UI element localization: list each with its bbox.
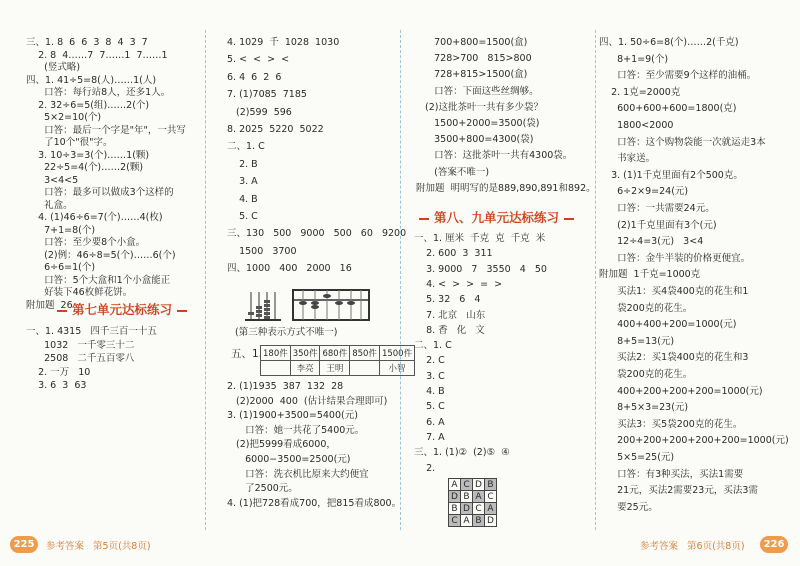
grid-cell: D <box>473 479 485 491</box>
answer-line: 2. 600 3 311 <box>414 248 493 260</box>
answer-line: 口答：她一共花了5400元。 <box>227 424 365 436</box>
abacus-icon <box>293 290 369 320</box>
answer-line: 3. C <box>414 370 445 382</box>
answer-line: 袋200克的花生。 <box>599 302 693 314</box>
answer-line: 8+5×3=23(元) <box>599 402 689 414</box>
answer-line: 一、1. 4315 四千三百一十五 <box>26 326 157 337</box>
answer-line: 三、1. (1)② (2)⑤ ④ <box>414 447 510 459</box>
grid-cell: B <box>473 515 485 527</box>
table-cell: 王明 <box>320 361 350 376</box>
answer-line: 了10个"很"字。 <box>26 137 113 148</box>
answer-line: (2)例：46÷8=5(个)……6(个) <box>26 249 176 261</box>
table-cell: 850件 <box>350 346 380 361</box>
answer-line: 1500 3700 <box>227 245 297 257</box>
answer-line: 6000−3500=2500(元) <box>227 454 351 465</box>
abacus-note: (第三种表示方式不唯一) <box>235 327 338 338</box>
table-cell <box>350 361 380 376</box>
answer-line: 4. (1)把728看成700，把815看成800。 <box>227 497 402 509</box>
answer-line: 5×5=25(元) <box>599 452 675 463</box>
answer-line: 口答：下面这些丝绸够。 <box>416 85 539 97</box>
answer-table <box>260 345 415 376</box>
answer-line: 6. 4 6 2 6 <box>227 71 282 83</box>
answer-line: 口答：每行站8人，还多1人。 <box>26 87 171 98</box>
answer-line: 买法2：买1袋400克的花生和3 <box>599 352 749 364</box>
answer-line: 8. 香 化 文 <box>414 324 485 336</box>
answer-line: 礼盒。 <box>26 199 73 211</box>
answer-line: 口答：这批茶叶一共有4300袋。 <box>416 150 573 162</box>
answer-line: 12÷4=3(元) 3<4 <box>599 236 704 248</box>
answer-line: 三、130 500 9000 500 60 9200 <box>227 228 407 240</box>
page-number-left: 225 <box>10 536 38 553</box>
answer-line: 口答：至少要8个小盒。 <box>26 237 146 248</box>
answer-line: 四、1000 400 2000 16 <box>227 263 352 275</box>
answer-line: 600+600+600=1800(克) <box>599 103 737 115</box>
answer-line: 附加题 明明写的是889,890,891和892。 <box>416 182 596 194</box>
answer-line: 2. 1克=2000克 <box>599 86 681 98</box>
table-question-label: 五、1. <box>231 348 263 360</box>
answer-line: 3. (1)1千克里面有2个500克。 <box>599 169 743 181</box>
grid-cell: B <box>461 491 473 503</box>
footer-label-left: 参考答案 第5页(共8页) <box>46 541 151 552</box>
grid-cell: A <box>485 503 497 515</box>
grid-cell: C <box>485 491 497 503</box>
section-title-unit8-9: 第八、九单元达标练习 <box>414 208 579 226</box>
answer-line: 2. C <box>414 355 445 367</box>
page-number-right: 226 <box>760 536 788 553</box>
answer-line: 21元，买法2需要23元，买法3需 <box>599 485 758 497</box>
answer-line: 3. (1)1900+3500=5400(元) <box>227 410 358 422</box>
answer-line: 3. A <box>227 176 258 188</box>
table-cell: 李亮 <box>290 361 320 376</box>
answer-line: 3. 6 3 63 <box>26 380 87 391</box>
answer-line: 一、1. 厘米 千克 克 千克 米 <box>414 233 546 244</box>
answer-line: 400+200+200+200=1000(元) <box>599 385 763 397</box>
answer-line: 口答：5个大盒和1个小盒能正 <box>26 274 171 286</box>
counting-rod-icon <box>245 292 281 320</box>
grid-cell: B <box>485 479 497 491</box>
answer-line: 4. < > > = > <box>414 278 503 290</box>
answer-line: 6÷2×9=24(元) <box>599 186 689 198</box>
answer-line: (2)599 596 <box>227 106 292 118</box>
answer-line: 2. 一万 10 <box>26 366 91 378</box>
answer-line: 6. A <box>414 416 445 428</box>
answer-line: 口答：这个购物袋能一次就运走3本 <box>599 136 766 148</box>
grid-cell: A <box>461 515 473 527</box>
answer-line: 7+1=8(个) <box>26 224 96 236</box>
section-title-unit7: 第七单元达标练习 <box>52 300 192 318</box>
answer-line: 1500+2000=3500(袋) <box>416 118 540 129</box>
table-cell: 180件 <box>261 346 291 361</box>
answer-line: (答案不唯一) <box>416 166 490 178</box>
answer-line: 728>700 815>800 <box>416 53 532 65</box>
answer-line: 4. 1029 千 1028 1030 <box>227 37 340 48</box>
abacus-illustration <box>243 286 373 322</box>
answer-line: 二、1. C <box>227 141 265 153</box>
answer-line: 400+400+200=1000(元) <box>599 319 737 331</box>
answer-line: 四、1. 50÷6=8(个)……2(千克) <box>599 37 739 48</box>
table-cell <box>261 361 291 376</box>
answer-line: 1032 一千零三十二 <box>26 339 135 351</box>
answer-line: 了2500元。 <box>227 483 298 495</box>
answer-line: 附加题 26 <box>26 299 73 311</box>
answer-line: 要25元。 <box>599 501 658 513</box>
answer-line: 5. < < > < <box>227 54 290 66</box>
answer-line: 口答：洗衣机比原来大约便宜 <box>227 468 369 480</box>
answer-line: (2)把5999看成6000， <box>227 439 336 451</box>
answer-line: 口答：一共需要24元。 <box>599 203 715 214</box>
grid-cell: C <box>473 503 485 515</box>
answer-line: 4. (1)46÷6=7(个)……4(枚) <box>26 212 163 223</box>
answer-line: 6÷6=1(个) <box>26 262 96 273</box>
answer-line: 口答：最多可以做成3个这样的 <box>26 187 174 198</box>
answer-line: 4. B <box>414 386 445 397</box>
answer-line: (竖式略) <box>26 62 81 73</box>
answer-line: 1800<2000 <box>599 120 674 131</box>
answer-line: 4. B <box>227 193 258 205</box>
answer-line: 700+800=1500(盒) <box>416 37 528 48</box>
column-4 <box>595 0 800 566</box>
column-2 <box>205 0 413 566</box>
answer-line: 2. 32÷6=5(组)……2(个) <box>26 99 150 111</box>
answer-line: 口答：至少需要9个这样的油桶。 <box>599 70 757 82</box>
letter-grid <box>448 478 497 527</box>
answer-line: 2. <box>414 462 436 474</box>
answer-line: 书家送。 <box>599 153 656 165</box>
column-3 <box>400 0 595 566</box>
footer-label-right: 参考答案 第6页(共8页) <box>640 541 745 552</box>
answer-line: 3<4<5 <box>26 174 79 186</box>
grid-cell: D <box>449 491 461 503</box>
table-cell: 1500件 <box>379 346 414 361</box>
answer-line: 7. (1)7085 7185 <box>227 89 307 101</box>
answer-line: 22÷5=4(个)……2(颗) <box>26 162 144 173</box>
column-1 <box>0 0 205 566</box>
answer-line: 三、1. 8 6 6 3 8 4 3 7 <box>26 37 148 48</box>
answer-line: 附加题 1千克=1000克 <box>599 269 701 281</box>
table-cell: 350件 <box>290 346 320 361</box>
grid-cell: C <box>449 515 461 527</box>
table-row <box>261 361 415 376</box>
answer-line: 买法3：买5袋200克的花生。 <box>599 418 743 430</box>
answer-line: (2)这批茶叶一共有多少袋？ <box>416 101 544 113</box>
answer-line: 5. 32 6 4 <box>414 294 481 306</box>
answer-line: 口答：最后一个字是"年"，一共写 <box>26 124 186 136</box>
answer-line: (2)2000 400 (估计结果合理即可) <box>227 395 388 407</box>
grid-cell: D <box>485 515 497 527</box>
grid-cell: A <box>449 479 461 491</box>
grid-cell: B <box>449 503 461 515</box>
table-row <box>261 346 415 361</box>
answer-line: 2508 二千五百零八 <box>26 353 135 364</box>
answer-line: 2. 8 4……7 7……1 7……1 <box>26 49 168 61</box>
answer-line: 3. 10÷3=3(个)……1(颗) <box>26 149 150 161</box>
answer-line: 8+1=9(个) <box>599 53 669 65</box>
answer-line: 好装下46枚鲜花饼。 <box>26 287 133 298</box>
grid-cell: D <box>461 503 473 515</box>
answer-line: 3. 9000 7 3550 4 50 <box>414 263 547 275</box>
answer-line: 728+815>1500(盒) <box>416 69 528 81</box>
answer-line: 7. 北京 山东 <box>414 309 486 321</box>
answer-line: 200+200+200+200+200=1000(元) <box>599 435 789 447</box>
grid-cell: C <box>461 479 473 491</box>
answer-line: 5×2=10(个) <box>26 112 102 123</box>
answer-line: 2. B <box>227 158 258 170</box>
answer-line: 袋200克的花生。 <box>599 369 693 380</box>
answer-line: 3500+800=4300(袋) <box>416 134 534 146</box>
answer-line: 口答：有3种买法，买法1需要 <box>599 468 744 480</box>
answer-line: 7. A <box>414 431 445 443</box>
answer-line: 8+5=13(元) <box>599 335 675 347</box>
answer-line: 买法1：买4袋400克的花生和1 <box>599 286 749 297</box>
answer-line: 口答：金牛半装的价格更便宜。 <box>599 252 751 264</box>
answer-line: (2)1千克里面有3个(元) <box>599 219 717 231</box>
answer-line: 5. C <box>227 211 258 222</box>
grid-cell: A <box>473 491 485 503</box>
answer-line: 2. (1)1935 387 132 28 <box>227 381 344 392</box>
answer-line: 5. C <box>414 401 445 413</box>
answer-line: 四、1. 41÷5=8(人)……1(人) <box>26 74 157 86</box>
table-cell: 小智 <box>379 361 414 376</box>
answer-line: 二、1. C <box>414 340 452 352</box>
table-cell: 680件 <box>320 346 350 361</box>
answer-line: 8. 2025 5220 5022 <box>227 124 324 135</box>
